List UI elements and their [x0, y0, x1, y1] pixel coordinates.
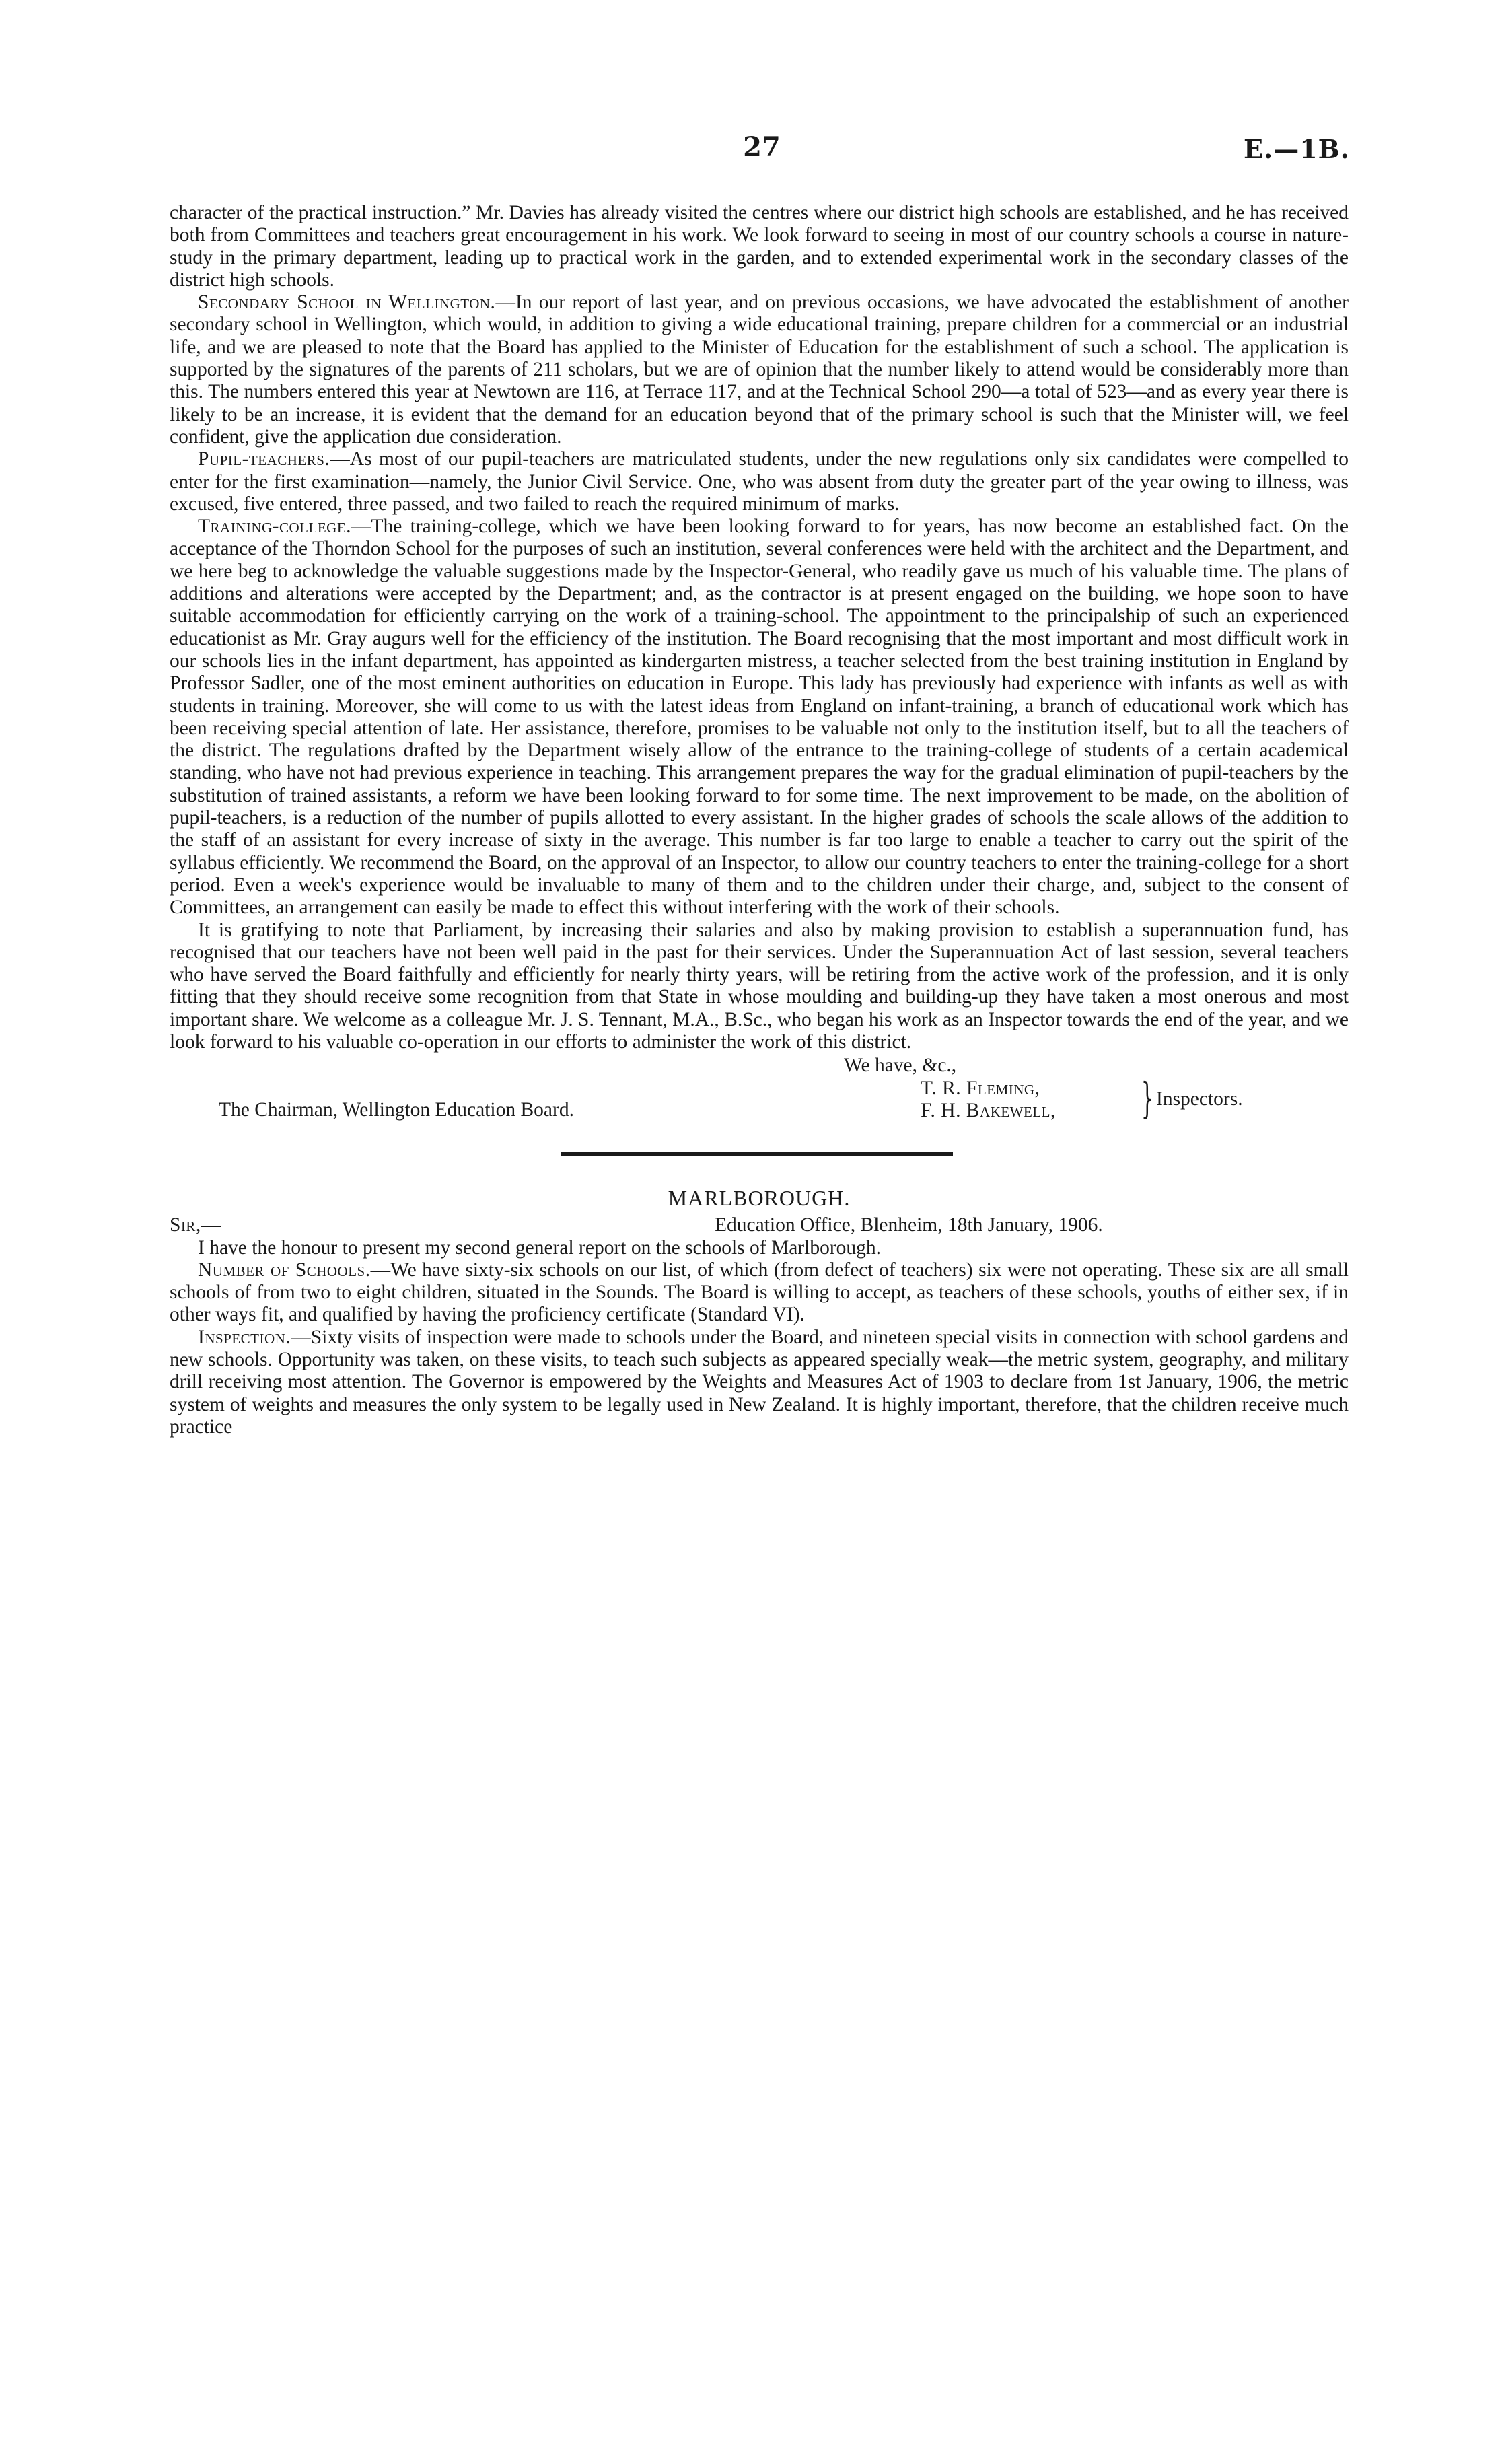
salutation-row: [170, 1214, 1349, 1237]
heading-training-college: Training-college.: [198, 516, 352, 538]
paragraph-practical-instruction: character of the practical instruction.” Mr. Davies has already visited the centres where our district high schools are established, and he has received both from Committees and teachers great encouragement in his work. We look forward to seeing in most of our country schools a course in nature-study in the primary department, leading up to practical work in the garden, and to extended experimental work in the secondary classes of the district high schools.: [170, 202, 1349, 291]
signatory-names: [921, 1078, 1056, 1122]
signatory-role: Inspectors.: [1156, 1088, 1243, 1111]
paragraph-honour: I have the honour to present my second general report on the schools of Marlborough.: [198, 1236, 882, 1259]
page-number: 27: [743, 131, 781, 163]
paragraph-training-college: [170, 516, 1349, 919]
paragraph-number-of-schools-text: —We have sixty-six schools on our list, of which (from defect of teachers) six were not operating. These six are all small schools of from two to eight children, situated in the Sounds. The Board is willing to accept, as teachers of these schools, youths of either sex, if in other ways fit, and qualified by having the proficiency certificate (Standard VI).: [170, 1259, 1349, 1326]
salutation: Sir,—: [170, 1213, 221, 1236]
addressee: The Chairman, Wellington Education Board.: [219, 1099, 574, 1121]
closing-line: We have, &c.,: [844, 1055, 957, 1077]
paragraph-secondary-school: [170, 291, 1349, 448]
heading-secondary-school: Secondary School in Wellington.: [198, 291, 496, 314]
section-divider: [561, 1152, 953, 1156]
series-code: E.—1B.: [1244, 134, 1350, 164]
dateline: Education Office, Blenheim, 18th January, 1906.: [715, 1213, 1103, 1236]
heading-inspection: Inspection.: [198, 1326, 291, 1348]
heading-number-of-schools: Number of Schools.: [198, 1259, 371, 1281]
paragraph-training-college-text: —The training-college, which we have been looking forward to for years, has now become an established fact. On the acceptance of the Thorndon School for the purposes of such an institution, several conferences were held with the architect and the Department, and we here beg to acknowledge the valuable suggestions made by the Inspector-General, who readily gave us much of his valuable time. The plans of additions and alterations were accepted by the Department; and, as the contractor is at present engaged on the building, we hope soon to have suitable accommodation for efficiently carrying on the work of a training-school. The appointment to the principalship of such an experienced educationist as Mr. Gray augurs well for the efficiency of the institution. The Board recognising that the most important and most difficult work in our schools lies in the infant department, has appointed as kindergarten mistress, a teacher selected from the best training institution in England by Professor Sadler, one of the most eminent authorities on education in Europe. This lady has previously had experience with infants as well as with students in training. Moreover, she will come to us with the latest ideas from England on infant-training, a branch of educational work which has been receiving special attention of late. Her assistance, therefore, promises to be valuable not only to the institution itself, but to all the teachers of the district. The regulations drafted by the Department wisely allow of the entrance to the training-college of students of a certain academical standing, who have not had previous experience in teaching. This arrangement prepares the way for the gradual elimination of pupil-teachers by the substitution of trained assistants, a reform we have been looking forward to for some time. The next improvement to be made, on the abolition of pupil-teachers, is a reduction of the number of pupils allotted to every assistant. In the higher grades of schools the scale allows of the addition to the staff of an assistant for every increase of sixty in the average. This number is far too large to enable a teacher to carry out the spirit of the syllabus efficiently. We recommend the Board, on the approval of an Inspector, to allow our country teachers to enter the training-college for a short period. Even a week's experience would be invaluable to many of them and to the children under their charge, and, subject to the consent of Committees, an arrangement can easily be made to effect this without interfering with the work of their schools.: [170, 516, 1349, 919]
paragraph-inspection-text: —Sixty visits of inspection were made to schools under the Board, and nineteen special visits in connection with school gardens and new schools. Opportunity was taken, on these visits, to teach such subjects as appeared specially weak—the metric system, geography, and military drill receiving most attention. The Governor is empowered by the Weights and Measures Act of 1903 to declare from 1st January, 1906, the metric system of weights and measures the only system to be legally used in New Zealand. It is highly important, therefore, that the children receive much practice: [170, 1326, 1349, 1438]
signoff-block: [170, 1055, 1349, 1129]
signatory-bakewell: F. H. Bakewell,: [921, 1100, 1056, 1122]
paragraph-secondary-school-text: —In our report of last year, and on previous occasions, we have advocated the establishment of another secondary school in Wellington, which would, in addition to giving a wide educational training, prepare children for a commercial or an industrial life, and we are pleased to note that the Board has applied to the Minister of Education for the establishment of such a school. The application is supported by the signatures of the parents of 211 scholars, but we are of opinion that the number likely to attend would be considerably more than this. The numbers entered this year at Newtown are 116, at Terrace 117, and at the Technical School 290—a total of 523—and as every year there is likely to be an increase, it is evident that the demand for an education beyond that of the primary school is such that the Minister will, we feel confident, give the application due consideration.: [170, 291, 1349, 448]
paragraph-superannuation: It is gratifying to note that Parliament, by increasing their salaries and also by making provision to establish a superannuation fund, has recognised that our teachers have not been well paid in the past for their services. Under the Superannuation Act of last session, several teachers who have served the Board faithfully and efficiently for nearly thirty years, will be retiring from the active work of the profession, and it is only fitting that they should receive some recognition from that State in whose moulding and building-up they have taken a most onerous and most important share. We welcome as a colleague Mr. J. S. Tennant, M.A., B.Sc., who began his work as an Inspector towards the end of the year, and we look forward to his valuable co-operation in our efforts to administer the work of this district.: [170, 919, 1349, 1053]
section-title-marlborough: MARLBOROUGH.: [668, 1186, 851, 1211]
signatory-fleming: T. R. Fleming,: [921, 1078, 1040, 1100]
brace-glyph: }: [1141, 1073, 1153, 1123]
heading-pupil-teachers: Pupil-teachers.: [198, 448, 330, 470]
paragraph-inspection: [170, 1327, 1349, 1438]
paragraph-number-of-schools: [170, 1259, 1349, 1327]
report-body: [170, 202, 1349, 1438]
page-header: [174, 131, 1350, 172]
paragraph-pupil-teachers-text: —As most of our pupil-teachers are matriculated students, under the new regulations only six candidates were compelled to enter for the first examination—namely, the Junior Civil Service. One, who was absent from duty the greater part of the year owing to illness, was excused, five entered, three passed, and two failed to reach the required minimum of marks.: [170, 448, 1349, 515]
paragraph-pupil-teachers: [170, 448, 1349, 516]
